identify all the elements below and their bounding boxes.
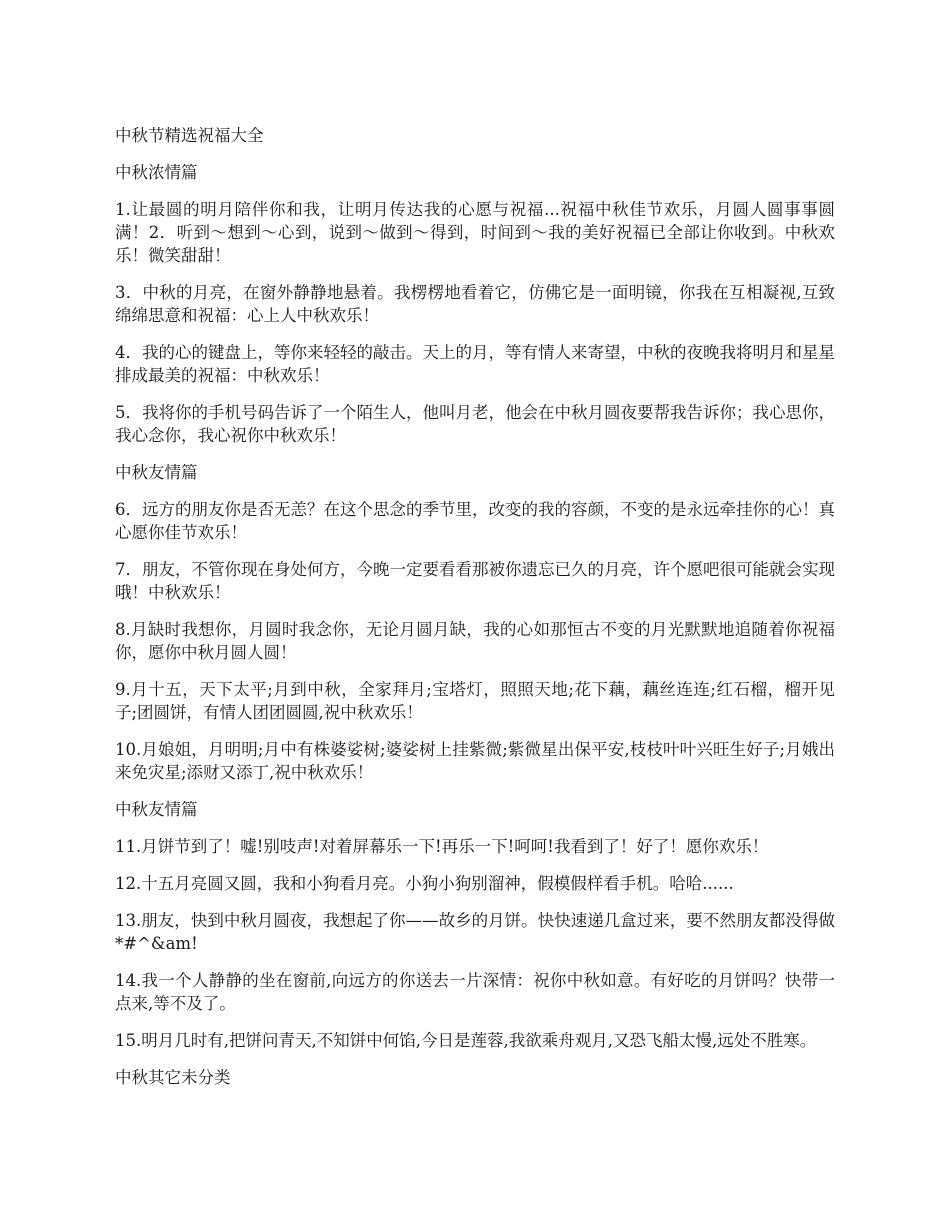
section-heading-4: 中秋其它未分类 bbox=[115, 1068, 231, 1087]
section-heading-2: 中秋友情篇 bbox=[115, 463, 198, 482]
document-page bbox=[115, 124, 835, 1103]
section-heading-3: 中秋友情篇 bbox=[115, 800, 198, 819]
paragraph: 7．朋友，不管你现在身处何方，今晚一定要看看那被你遗忘已久的月亮，许个愿吧很可能就会实现哦！中秋欢乐！ bbox=[115, 560, 835, 602]
paragraph: 11.月饼节到了！嘘!别吱声!对着屏幕乐一下!再乐一下!呵呵!我看到了！好了！愿你欢乐！ bbox=[115, 837, 769, 856]
paragraph: 8.月缺时我想你，月圆时我念你，无论月圆月缺，我的心如那恒古不变的月光默默地追随着你祝福你，愿你中秋月圆人圆！ bbox=[115, 620, 835, 662]
paragraph: 6．远方的朋友你是否无恙？在这个思念的季节里，改变的我的容颜，不变的是永远牵挂你的心！真心愿你佳节欢乐！ bbox=[115, 500, 835, 542]
document-title: 中秋节精选祝福大全 bbox=[115, 126, 264, 145]
paragraph: 5．我将你的手机号码告诉了一个陌生人，他叫月老，他会在中秋月圆夜要帮我告诉你；我心思你，我心念你，我心祝你中秋欢乐！ bbox=[115, 403, 835, 445]
paragraph: 9.月十五，天下太平;月到中秋，全家拜月;宝塔灯，照照天地;花下藕，藕丝连连;红石榴，榴开见子;团圆饼，有情人团团圆圆,祝中秋欢乐！ bbox=[115, 680, 835, 722]
paragraph: 14.我一个人静静的坐在窗前,向远方的你送去一片深情：祝你中秋如意。有好吃的月饼吗？快带一点来,等不及了。 bbox=[115, 971, 835, 1013]
section-heading-1: 中秋浓情篇 bbox=[115, 163, 198, 182]
paragraph: 15.明月几时有,把饼问青天,不知饼中何馅,今日是莲蓉,我欲乘舟观月,又恐飞船太慢,远处不胜寒。 bbox=[115, 1031, 817, 1050]
paragraph: 1.让最圆的明月陪伴你和我，让明月传达我的心愿与祝福...祝福中秋佳节欢乐，月圆人圆事事圆满！2．听到～想到～心到，说到～做到～得到，时间到～我的美好祝福已全部让你收到。中秋欢乐！微笑甜甜！ bbox=[115, 200, 835, 265]
paragraph: 3．中秋的月亮，在窗外静静地悬着。我楞楞地看着它，仿佛它是一面明镜，你我在互相凝视,互致绵绵思意和祝福：心上人中秋欢乐！ bbox=[115, 283, 835, 325]
paragraph: 12.十五月亮圆又圆，我和小狗看月亮。小狗小狗别溜神，假模假样看手机。哈哈...... bbox=[115, 874, 734, 893]
paragraph: 13.朋友，快到中秋月圆夜，我想起了你——故乡的月饼。快快速递几盒过来，要不然朋友都没得做*#^&am! bbox=[115, 911, 835, 953]
paragraph: 10.月娘姐，月明明;月中有株婆娑树;婆娑树上挂紫微;紫微星出保平安,枝枝叶叶兴旺生好子;月娥出来免灾星;添财又添丁,祝中秋欢乐！ bbox=[115, 740, 835, 782]
paragraph: 4．我的心的键盘上，等你来轻轻的敲击。天上的月，等有情人来寄望，中秋的夜晚我将明月和星星排成最美的祝福：中秋欢乐！ bbox=[115, 343, 835, 385]
